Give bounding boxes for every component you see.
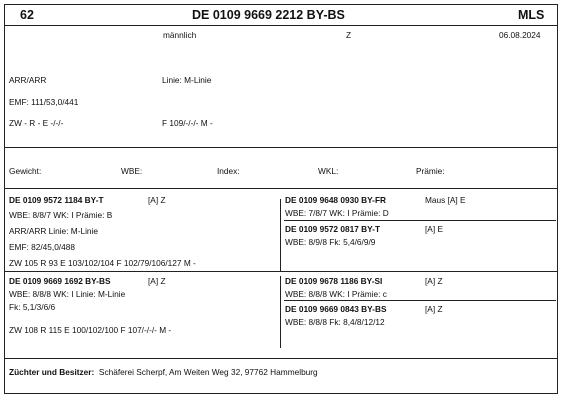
breeding-values: ZW - R - E -/-/-	[9, 118, 64, 128]
mother-fk: Fk: 5,1/3/6/6	[9, 302, 56, 312]
weight-label: Gewicht:	[9, 166, 42, 176]
maternal-granddam-wbe: WBE: 8/8/8 Fk: 8,4/8/12/12	[285, 317, 385, 327]
premium-label: Prämie:	[416, 166, 445, 176]
father-wbe: WBE: 8/8/7 WK: I Prämie: B	[9, 210, 113, 220]
breeder-label: Züchter und Besitzer:	[9, 367, 95, 377]
breeder-line	[9, 367, 318, 377]
maternal-grandsire-tags: [A] Z	[425, 276, 443, 286]
maternal-grandsire-wbe: WBE: 8/8/8 WK: I Prämie: c	[285, 289, 387, 299]
column-divider	[280, 276, 281, 348]
father-line: ARR/ARR Linie: M-Linie	[9, 226, 98, 236]
maternal-granddam-ring: DE 0109 9669 0843 BY-BS	[285, 304, 387, 314]
wbe-label: WBE:	[121, 166, 143, 176]
date: 06.08.2024	[499, 30, 541, 40]
paternal-granddam-wbe: WBE: 8/9/8 Fk: 5,4/6/9/9	[285, 237, 376, 247]
mother-ring: DE 0109 9669 1692 BY-BS	[9, 276, 111, 286]
grandparent-divider	[284, 300, 556, 301]
section-divider	[4, 188, 558, 189]
grandparent-divider	[284, 220, 556, 221]
herdbook-flag: Z	[346, 30, 352, 40]
father-emf: EMF: 82/45,0/488	[9, 242, 75, 252]
ring-number: DE 0109 9669 2212 BY-BS	[192, 8, 345, 22]
mother-tags: [A] Z	[148, 276, 166, 286]
section-divider	[4, 358, 558, 359]
emf: EMF: 111/53,0/441	[9, 97, 79, 107]
colour-code: ARR/ARR	[9, 75, 47, 85]
paternal-grandsire-ring: DE 0109 9648 0930 BY-FR	[285, 195, 387, 205]
club-code: MLS	[518, 8, 545, 22]
paternal-grandsire-wbe: WBE: 7/8/7 WK: I Prämie: D	[285, 208, 389, 218]
paternal-granddam-ring: DE 0109 9572 0817 BY-T	[285, 224, 381, 234]
catalog-number: 62	[20, 8, 34, 22]
line: Linie: M-Linie	[162, 75, 212, 85]
mother-wbe: WBE: 8/8/8 WK: I Linie: M-Linie	[9, 289, 126, 299]
father-breeding-values: ZW 105 R 93 E 103/102/104 F 102/79/106/127 M -	[9, 258, 196, 268]
maternal-grandsire-ring: DE 0109 9678 1186 BY-SI	[285, 276, 383, 286]
father-ring: DE 0109 9572 1184 BY-T	[9, 195, 104, 205]
header-divider	[4, 25, 558, 26]
index-label: Index:	[217, 166, 240, 176]
paternal-grandsire-tags: Maus [A] E	[425, 195, 466, 205]
father-tags: [A] Z	[148, 195, 166, 205]
sex: männlich	[163, 30, 197, 40]
section-divider	[4, 271, 558, 272]
mother-breeding-values: ZW 108 R 115 E 100/102/100 F 107/-/-/- M -	[9, 325, 172, 335]
f-values: F 109/-/-/- M -	[162, 118, 213, 128]
wkl-label: WKL:	[318, 166, 339, 176]
section-divider	[4, 147, 558, 148]
column-divider	[280, 199, 281, 271]
maternal-granddam-tags: [A] Z	[425, 304, 443, 314]
paternal-granddam-tags: [A] E	[425, 224, 443, 234]
breeder-value: Schäferei Scherpf, Am Weiten Weg 32, 97762 Hammelburg	[98, 367, 318, 377]
